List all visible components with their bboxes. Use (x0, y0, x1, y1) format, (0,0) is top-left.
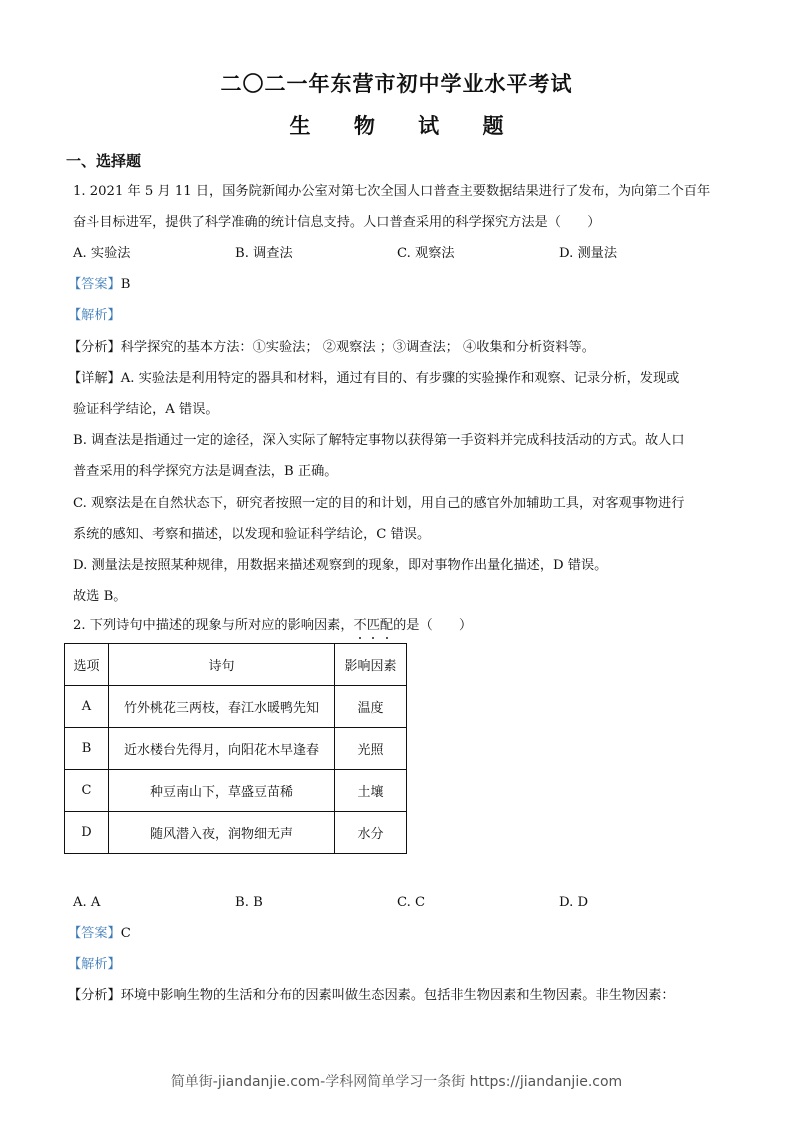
emphasis-char: 匹 (366, 618, 380, 633)
answer-tag: 【答案】 (68, 926, 121, 941)
cell-option: B (65, 728, 109, 770)
cell-option: C (65, 770, 109, 812)
explain-tag: 【解析】 (68, 308, 121, 323)
table-row (65, 812, 407, 854)
q1-detail-line: 系统的感知、考察和描述，以发现和验证科学结论，C 错误。 (73, 527, 431, 542)
q1-answer (68, 276, 728, 294)
cell-factor: 土壤 (335, 770, 407, 812)
poem-table (64, 643, 407, 854)
q1-analysis: 【分析】科学探究的基本方法：①实验法； ②观察法 ；③调查法； ④收集和分析资料等。 (68, 340, 595, 355)
table-row (65, 686, 407, 728)
cell-poem: 随风潜入夜，润物细无声 (109, 812, 335, 854)
cell-poem: 竹外桃花三两枝，春江水暖鸭先知 (109, 686, 335, 728)
cell-poem: 近水楼台先得月，向阳花木早逢春 (109, 728, 335, 770)
q2-stem (73, 617, 733, 635)
header-cell-factor: 影响因素 (335, 644, 407, 686)
section-heading: 一、选择题 (66, 152, 142, 170)
emphasis-char: 配 (379, 618, 394, 633)
q1-detail-line: 验证科学结论，A 错误。 (73, 402, 219, 417)
q1-stem-line2: 奋斗目标进军，提供了科学准确的统计信息支持。人口普查采用的科学探究方法是（ ） (73, 215, 601, 230)
q1-stem-line1: 1. 2021 年 5 月 11 日，国务院新闻办公室对第七次全国人口普查主要数据结果进行了发布，为向第二个百年 (73, 184, 711, 199)
q2-stem-suffix: 的是（ ） (393, 618, 473, 633)
q1-explain (68, 307, 728, 325)
q1-detail-line: B. 调查法是指通过一定的途径，深入实际了解特定事物以获得第一手资料并完成科技活动的方式。故人口 (73, 433, 685, 448)
table-header-row (65, 644, 407, 686)
q1-detail-line: 普查采用的科学探究方法是调查法，B 正确。 (73, 464, 338, 479)
header-cell-option: 选项 (65, 644, 109, 686)
explain-tag: 【解析】 (68, 957, 121, 972)
header-cell-poem: 诗句 (109, 644, 335, 686)
q1-option-c: C. 观察法 (397, 246, 455, 261)
answer-value: C (120, 926, 131, 941)
q2-stem-prefix: 2. 下列诗句中描述的现象与所对应的影响因素， (73, 618, 354, 633)
q2-option-c: C. C (397, 895, 426, 910)
answer-value: B (120, 277, 131, 292)
q1-detail-line: 【详解】A. 实验法是利用特定的器具和材料，通过有目的、有步骤的实验操作和观察、记录分析，发现或 (68, 371, 680, 386)
answer-tag: 【答案】 (68, 277, 121, 292)
cell-option: D (65, 812, 109, 854)
q2-answer (68, 925, 728, 943)
exam-subtitle: 生 物 试 题 (289, 114, 522, 138)
q1-detail-line: C. 观察法是在自然状态下，研究者按照一定的目的和计划，用自己的感官外加辅助工具，对客观事物进行 (73, 496, 685, 511)
emphasis-char: 不 (353, 618, 367, 633)
q2-option-d: D. D (559, 895, 589, 910)
table-row (65, 728, 407, 770)
q2-emphasis (354, 618, 394, 633)
q1-conclusion: 故选 B。 (73, 589, 127, 604)
cell-factor: 温度 (335, 686, 407, 728)
q1-option-b: B. 调查法 (235, 246, 293, 261)
cell-option: A (65, 686, 109, 728)
q2-explain (68, 956, 728, 974)
cell-poem: 种豆南山下，草盛豆苗稀 (109, 770, 335, 812)
q2-analysis: 【分析】环境中影响生物的生活和分布的因素叫做生态因素。包括非生物因素和生物因素。非生物因素： (68, 988, 675, 1003)
q1-detail-line: D. 测量法是按照某种规律，用数据来描述观察到的现象，即对事物作出量化描述，D 错误。 (73, 558, 608, 573)
cell-factor: 水分 (335, 812, 407, 854)
table-row (65, 770, 407, 812)
exam-title: 二〇二一年东营市初中学业水平考试 (220, 72, 573, 96)
cell-factor: 光照 (335, 728, 407, 770)
q2-option-a: A. A (73, 895, 101, 910)
footer-watermark: 简单街-jiandanjie.com-学科网简单学习一条街 https://jiandanjie.com (170, 1074, 623, 1090)
q1-option-d: D. 测量法 (559, 246, 618, 261)
q1-option-a: A. 实验法 (73, 246, 131, 261)
q2-option-b: B. B (235, 895, 263, 910)
